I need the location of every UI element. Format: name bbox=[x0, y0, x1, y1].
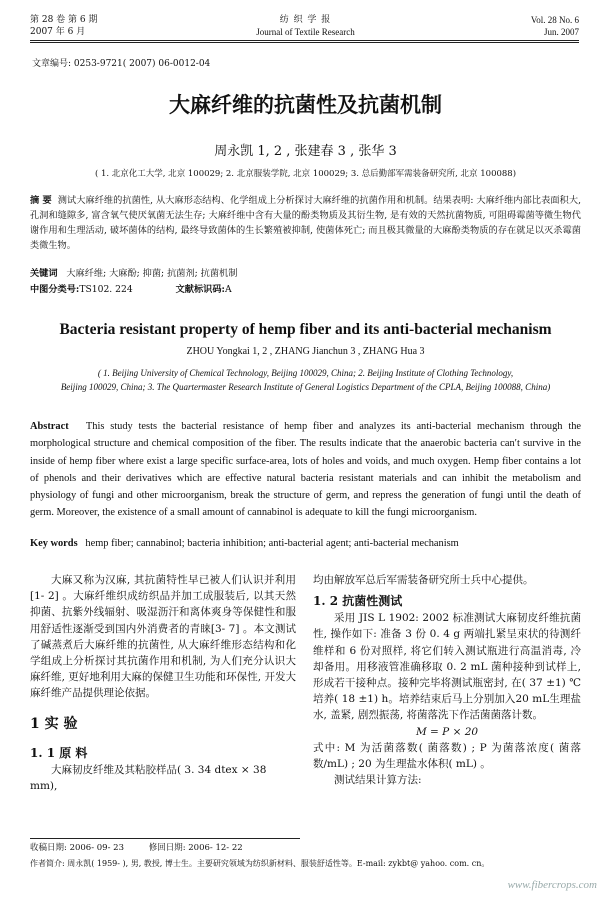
footnote-rule bbox=[30, 838, 300, 839]
clc-value: TS102. 224 bbox=[79, 284, 133, 295]
revised-date: 修回日期: 2006- 12- 22 bbox=[148, 843, 243, 853]
header-right bbox=[531, 14, 579, 38]
clc-label: 中图分类号: bbox=[30, 284, 80, 295]
body-right-column bbox=[313, 572, 581, 788]
header-rule bbox=[30, 40, 579, 41]
abstract-en bbox=[30, 418, 581, 522]
affil-en-line1: ( 1. Beijing University of Chemical Technology, Beijing 100029, China; 2. Beijing Institute of Clothing Technology, bbox=[97, 368, 514, 378]
journal-name-en: Journal of Textile Research bbox=[256, 27, 355, 37]
keywords-cn-text: 大麻纤维; 大麻酚; 抑菌; 抗菌剂; 抗菌机制 bbox=[66, 268, 238, 279]
section-1-1-heading: 1. 1 原 料 bbox=[30, 745, 88, 760]
received-date: 收稿日期: 2006- 09- 23 bbox=[30, 843, 124, 853]
formula-description: 式中: M 为活菌落数( 菌落数) ; P 为菌落浓度( 菌落数/mL) ; 20 为生理盐水体积( mL) 。 bbox=[313, 741, 581, 771]
abstract-en-label: Abstract bbox=[30, 421, 69, 432]
intro-paragraph: 大麻又称为汉麻, 其抗菌特性早已被人们认识并利用[1- 2] 。大麻纤维织成纺织品并加工成服装后, 以其天然抑菌、抗紫外线辐射、吸湿沥汗和离体爽身等保健性和服用舒适性逐渐受到国内外消费者的青睐[3- 7] 。本文测试了碱蒸煮后大麻纤维的抗菌性, 从大麻纤维形态结构和化学组成上分析探讨其抗菌作用和机制, 为人们充分认识大麻纤维, 更好地利用大麻的保健卫生功能和环保性, 开发大麻纤维产品提供理论依据。 bbox=[30, 574, 296, 700]
formula: M = P × 20 bbox=[415, 725, 479, 738]
header-rule-2 bbox=[30, 42, 579, 43]
month-year: Jun. 2007 bbox=[543, 27, 579, 37]
volume-issue: 第 28 卷 第 6 期 bbox=[30, 15, 98, 25]
doc-code-label: 文献标识码: bbox=[175, 284, 225, 295]
section-1-heading: 1 实 验 bbox=[30, 715, 78, 732]
keywords-cn-label: 关键词 bbox=[30, 268, 58, 279]
abstract-en-text: This study tests the bacterial resistance of hemp fiber and analyzes its anti-bacterial mechanism through the morphological structure and chemical composition of the fiber. The results indicate that the anaerobic bacteria can′t survive in the inside of hemp fiber where exist a large specific surface-area, lots of holes and voids, and much oxygen. Hemp fiber contains a lot of phenols and their derivatives which are effective natural bacteria resistant materials and can inhibit the metabolism and physiology of fungi and other microorganism, break the structure of germ, and repress the generation of fungi until the death of germ. Moreover, the existence of a small amount of cannabinol is adequate to kill the fungi microorganism. bbox=[30, 421, 582, 519]
keywords-en-text: hemp fiber; cannabinol; bacteria inhibition; anti-bacterial agent; anti-bacterial mechanism bbox=[85, 538, 459, 549]
footnote-dates bbox=[30, 842, 243, 854]
abstract-cn bbox=[30, 193, 581, 253]
affiliations-cn: ( 1. 北京化工大学, 北京 100029; 2. 北京服装学院, 北京 100029; 3. 总后勤部军需装备研究所, 北京 100088) bbox=[94, 169, 517, 179]
article-number: 文章编号: 0253-9721( 2007) 06-0012-04 bbox=[32, 59, 211, 69]
keywords-en-label: Key words bbox=[30, 538, 78, 549]
header-center bbox=[0, 14, 611, 38]
footnote-author: 作者简介: 周永凯( 1959- ), 男, 教授, 博士生。主要研究领域为纺织新材料、服装舒适性等。E-mail: zykbt@ yahoo. com. cn。 bbox=[30, 859, 490, 868]
vol-no: Vol. 28 No. 6 bbox=[530, 15, 579, 25]
affil-en-line2: Beijing 100029, China; 3. The Quartermaster Research Institute of General Logistics Department of the CPLA, Beijing 100088, China) bbox=[60, 382, 551, 392]
section-1-2-heading: 1. 2 抗菌性测试 bbox=[313, 594, 403, 609]
classification-cn bbox=[30, 284, 232, 296]
body-left-column bbox=[30, 572, 296, 794]
keywords-en bbox=[30, 538, 459, 549]
pub-date: 2007 年 6 月 bbox=[30, 27, 86, 37]
title-en: Bacteria resistant property of hemp fiber and its anti-bacterial mechanism bbox=[59, 321, 552, 338]
title-cn: 大麻纤维的抗菌性及抗菌机制 bbox=[169, 92, 442, 117]
doc-code-value: A bbox=[224, 284, 232, 295]
authors-cn: 周永凯 1, 2 , 张建春 3 , 张华 3 bbox=[214, 144, 397, 159]
abstract-cn-text: 测试大麻纤维的抗菌性, 从大麻形态结构、化学组成上分析探讨大麻纤维的抗菌作用和机制。结果表明: 大麻纤维内部比表面积大, 孔洞和缝隙多, 富含氧气使厌氧菌无法生存; 大麻纤维中含有大量的酚类物质及其衍生物, 是有效的天然抗菌物质, 可阻碍霉菌等微生物代谢作用和生理活动, 破坏菌体的结构, 最终导致菌体的生长繁殖被抑制, 使菌体死亡; 而且极其微量的大麻酚类物质的存在就足以灭杀霉菌类微生物。 bbox=[30, 195, 582, 251]
authors-en: ZHOU Yongkai 1, 2 , ZHANG Jianchun 3 , ZHANG Hua 3 bbox=[186, 346, 425, 357]
section-1-2-text: 采用 JIS L 1902: 2002 标准测试大麻韧皮纤维抗菌性, 操作如下: 准备 3 份 0. 4 g 两端扎紧呈束状的待测纤维样和 6 份对照样, 将它们转入测试瓶进行高温消毒, 冷却备用。用移液管准确移取 0. 2 mL 菌种接种到试样上, 形成若干接种点。接种完毕将测试瓶密封, 在( 37 ±1) ℃培养( 18 ±1) h。培养结束后马上分别加入20 mL生理盐水, 盖紧, 剧烈振荡, 将菌落洗下作活菌菌落计数。 bbox=[313, 612, 581, 722]
calc-method: 测试结果计算方法: bbox=[334, 774, 422, 787]
journal-name-cn: 纺 织 学 报 bbox=[279, 15, 332, 25]
keywords-cn bbox=[30, 268, 237, 280]
watermark-text: www.fibercrops.com bbox=[507, 879, 597, 891]
affiliations-en bbox=[30, 366, 581, 394]
section-1-1-text: 大麻韧皮纤维及其粘胶样品( 3. 34 dtex × 38 mm), bbox=[30, 763, 267, 792]
abstract-cn-label: 摘 要 bbox=[30, 195, 52, 206]
continued-text: 均由解放军总后军需装备研究所士兵中心提供。 bbox=[313, 574, 534, 586]
